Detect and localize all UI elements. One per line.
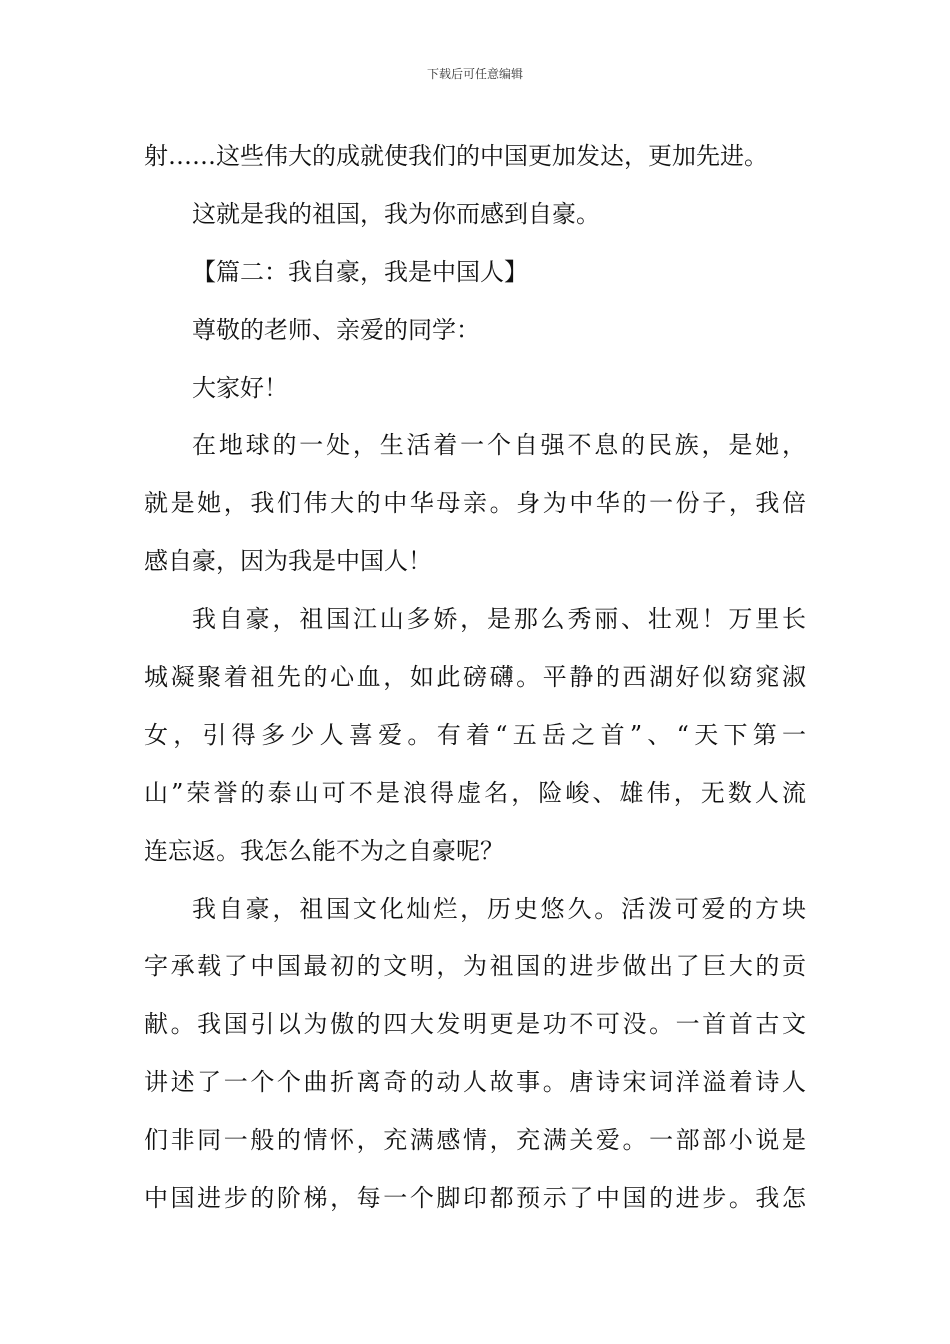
text-line: 连忘返。我怎么能不为之自豪呢？ bbox=[144, 836, 504, 865]
text-line: 女，引得多少人喜爱。有着“五岳之首”、“天下第一 bbox=[144, 720, 806, 749]
text-line: 我自豪，祖国文化灿烂，历史悠久。活泼可爱的方块 bbox=[192, 894, 806, 923]
page-header: 下载后可任意编辑 bbox=[426, 67, 523, 81]
text-line: 献。我国引以为傲的四大发明更是功不可没。一首首古文 bbox=[144, 1010, 806, 1039]
text-line: 【篇二：我自豪，我是中国人】 bbox=[192, 257, 528, 286]
text-line: 我自豪，祖国江山多娇，是那么秀丽、壮观！万里长 bbox=[192, 605, 806, 634]
text-line: 射……这些伟大的成就使我们的中国更加发达，更加先进。 bbox=[144, 142, 768, 170]
text-line: 感自豪，因为我是中国人！ bbox=[144, 547, 432, 576]
document-body bbox=[144, 128, 806, 1228]
text-line: 在地球的一处，生活着一个自强不息的民族，是她， bbox=[192, 431, 806, 460]
text-line: 山”荣誉的泰山可不是浪得虚名，险峻、雄伟，无数人流 bbox=[144, 778, 806, 807]
text-line: 讲述了一个个曲折离奇的动人故事。唐诗宋词洋溢着诗人 bbox=[144, 1068, 806, 1097]
text-line: 中国进步的阶梯，每一个脚印都预示了中国的进步。我怎 bbox=[144, 1184, 806, 1213]
text-line: 们非同一般的情怀，充满感情，充满关爱。一部部小说是 bbox=[144, 1126, 806, 1155]
text-line: 就是她，我们伟大的中华母亲。身为中华的一份子，我倍 bbox=[144, 489, 806, 518]
text-line: 大家好！ bbox=[192, 373, 288, 402]
text-line: 字承载了中国最初的文明，为祖国的进步做出了巨大的贡 bbox=[144, 952, 806, 981]
text-line: 城凝聚着祖先的心血，如此磅礴。平静的西湖好似窈窕淑 bbox=[144, 663, 806, 692]
text-line: 尊敬的老师、亲爱的同学： bbox=[192, 315, 480, 344]
text-line: 这就是我的祖国，我为你而感到自豪。 bbox=[192, 199, 600, 228]
